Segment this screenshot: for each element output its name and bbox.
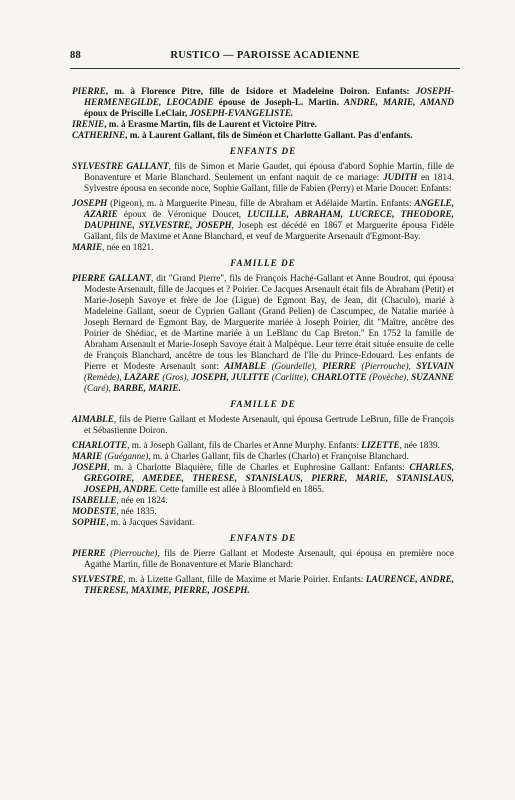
genealogy-entry <box>72 574 454 596</box>
header-rule <box>70 68 460 69</box>
genealogy-entry <box>72 440 454 451</box>
entry-text: , m. à Lizette Gallant, fille de Maxime et Marie Poirier. Enfants: <box>123 574 366 584</box>
person-name: PIERRE GALLANT <box>72 273 151 283</box>
person-name: CHARLOTTE <box>72 440 128 450</box>
entry-text: , fils de Simon et Marie Gaudet, qui épousa d'abord Sophie Martin, fille de Bonaventure et Marie Blanchard. Seulement un enfant naquit de ce mariage: <box>84 161 454 182</box>
person-name: JOSEPH, JULITTE <box>191 372 270 382</box>
person-name: AIMABLE <box>224 361 267 371</box>
genealogy-entry <box>72 119 454 130</box>
person-name: AIMABLE <box>72 414 114 424</box>
genealogy-entry <box>72 130 454 141</box>
genealogy-entry <box>72 548 454 570</box>
person-name: MODESTE <box>72 506 117 516</box>
person-name: LAZARE <box>124 372 160 382</box>
person-name: ISABELLE <box>72 495 117 505</box>
entry-text: , m. à Laurent Gallant, fils de Siméon et Charlotte Gallant. Pas d'enfants. <box>125 130 413 140</box>
person-name: CATHERINE <box>72 130 126 140</box>
person-name: ANDRE, MARIE, AMAND <box>343 97 454 107</box>
person-name: MARIE <box>72 451 103 461</box>
entry-text: (Guéganne) <box>102 451 149 461</box>
entry-text: (Carlitte), <box>269 372 312 382</box>
entry-text: (Gros), <box>159 372 192 382</box>
person-name: ANGELE, AZARIE <box>84 198 454 219</box>
person-name: LIZETTE <box>361 440 400 450</box>
page-number: 88 <box>70 50 82 61</box>
person-name: SOPHIE <box>72 517 107 527</box>
entry-text: (Gourdelle), <box>266 361 323 371</box>
entry-text: époux de Priscille LeClair, <box>84 108 190 118</box>
person-name: SYLVESTRE <box>72 574 124 584</box>
person-name: BARBE, MARIE. <box>113 383 181 393</box>
genealogy-entry <box>72 198 454 242</box>
genealogy-entry <box>72 506 454 517</box>
genealogy-entry <box>72 86 454 119</box>
person-name: JOSEPH-HERMENEGILDE, LEOCADIE <box>84 86 454 107</box>
genealogy-entry <box>72 242 454 253</box>
entry-text: , née en 1821. <box>102 242 154 252</box>
person-name: LUCILLE, ABRAHAM, LUCRECE, THEODORE, DAUPHINE, SYLVESTRE, JOSEPH <box>84 209 454 230</box>
genealogy-entry <box>72 495 454 506</box>
entry-text: , m. à Jacques Savidant. <box>106 517 195 527</box>
section-heading: FAMILLE DE <box>230 399 296 409</box>
entry-text: , dit "Grand Pierre", fils de François Haché-Gallant et Anne Boudrot, qui épousa Modeste Arsenault, fille de Jacques et ? Poirier. Ce Jacques Arsenault était fils de Abraham (Petit) et Marie-Joseph Savoye et frère de Joe (Ligue) de Egmont Bay, de Jean, dit (Chaculo), marié à Madeleine Gallant, soeur de Cyprien Gallant (Grand Pelien) de Cascumpec, de Natalie mariée à Joseph Bernard de Egmont Bay, de Marguerite mariée à Joseph Poirier, dit "Maître, ancêtre des Poirier de Shédiac, et de Martine mariée à un LeBlanc du Cap Breton." En 1752 la famille de Abraham Arsenault et Marie-Joseph Savoye était à Malpèque. Leur terre était située ensuite de celle de François Blanchard, ancêtre de tous les Blanchard de l'Ile du Prince-Edouard. Les enfants de Pierre et Modeste Arsenault sont: <box>84 273 454 371</box>
person-name: MARIE <box>72 242 103 252</box>
running-title: RUSTICO — PAROISSE ACADIENNE <box>170 50 360 61</box>
person-name: SUZANNE <box>411 372 454 382</box>
entry-text: Cette famille est allée à Bloomfield en 1865. <box>157 484 325 494</box>
entry-text: (Pigeon), m. à Marguerite Pineau, fille de Abraham et Adélaide Martin. Enfants: <box>107 198 415 208</box>
entry-text: (Remède), <box>84 372 125 382</box>
entry-text: épouse de Joseph-L. Martin. <box>213 97 344 107</box>
person-name: PIERRE <box>72 86 106 96</box>
page-body <box>72 86 454 596</box>
entry-text: , fils de Pierre Gallant et Modeste Arsenault, qui épousa en première noce Agathe Martin, fille de Bonaventure et Marie Blanchard: <box>84 548 454 569</box>
entry-text: (Povèche), <box>366 372 412 382</box>
entry-text: , Joseph est décédé en 1867 et Marguerite épousa Fidèle Gallant, fils de Maxime et Anne Blanchard, et veuf de Marguerite Arsenault d'Egmont-Bay. <box>84 220 454 241</box>
genealogy-entry <box>72 273 454 394</box>
person-name: JUDITH <box>383 172 418 182</box>
entry-text: , née 1839. <box>399 440 440 450</box>
entry-text: (Pierrouche) <box>105 548 158 558</box>
entry-text: , m. à Florence Pitre, fille de Isidore et Madeleine Doiron. Enfants: <box>105 86 416 96</box>
page-header <box>70 50 460 66</box>
person-name: JOSEPH-EVANGELISTE. <box>189 108 294 118</box>
entry-text: époux de Véronique Doucet, <box>117 209 248 219</box>
entry-text: , m. à Joseph Gallant, fils de Charles et Anne Murphy. Enfants: <box>127 440 362 450</box>
person-name: CHARLES, GREGOIRE, AMEDEE, THERESE, STANISLAUS, PIERRE, MARIE, STANISLAUS, JOSEPH, ANDRE. <box>84 462 454 494</box>
entry-text: , m. à Charlotte Blaquière, fille de Charles et Euphrosine Gallant: Enfants: <box>107 462 410 472</box>
entry-text: (Pierrouche), <box>356 361 417 371</box>
person-name: IRENIE <box>72 119 105 129</box>
section-heading: ENFANTS DE <box>229 533 297 543</box>
entry-text: (Caré), <box>84 383 114 393</box>
entry-text: , m. à Charles Gallant, fils de Charles (Charlo) et Françoise Blanchard. <box>148 451 409 461</box>
person-name: LAURENCE, ANDRE, THERESE, MAXIME, PIERRE, JOSEPH. <box>84 574 454 595</box>
entry-text: , née en 1824. <box>116 495 168 505</box>
entry-text: , fils de Pierre Gallant et Modeste Arsenault, qui épousa Gertrude LeBrun, fille de François et Sébastienne Doiron. <box>84 414 454 435</box>
person-name: JOSEPH <box>72 198 108 208</box>
entry-text: en 1814. Sylvestre épousa en seconde noce, Sophie Gallant, fille de Fabien (Perry) et Marie Doucet: Enfants: <box>84 172 454 193</box>
section-heading: FAMILLE DE <box>230 258 296 268</box>
entry-text: , m. à Erasme Martin, fils de Laurent et Victoire Pitre. <box>104 119 317 129</box>
genealogy-entry <box>72 414 454 436</box>
entry-text: , née 1835. <box>116 506 157 516</box>
person-name: PIERRE <box>322 361 357 371</box>
person-name: PIERRE <box>72 548 106 558</box>
person-name: JOSEPH <box>72 462 108 472</box>
person-name: SYLVESTRE GALLANT <box>72 161 169 171</box>
genealogy-entry <box>72 462 454 495</box>
person-name: SYLVAIN <box>416 361 455 371</box>
genealogy-entry <box>72 451 454 462</box>
person-name: CHARLOTTE <box>311 372 367 382</box>
section-heading: ENFANTS DE <box>229 146 297 156</box>
genealogy-entry <box>72 517 454 528</box>
genealogy-entry <box>72 161 454 194</box>
